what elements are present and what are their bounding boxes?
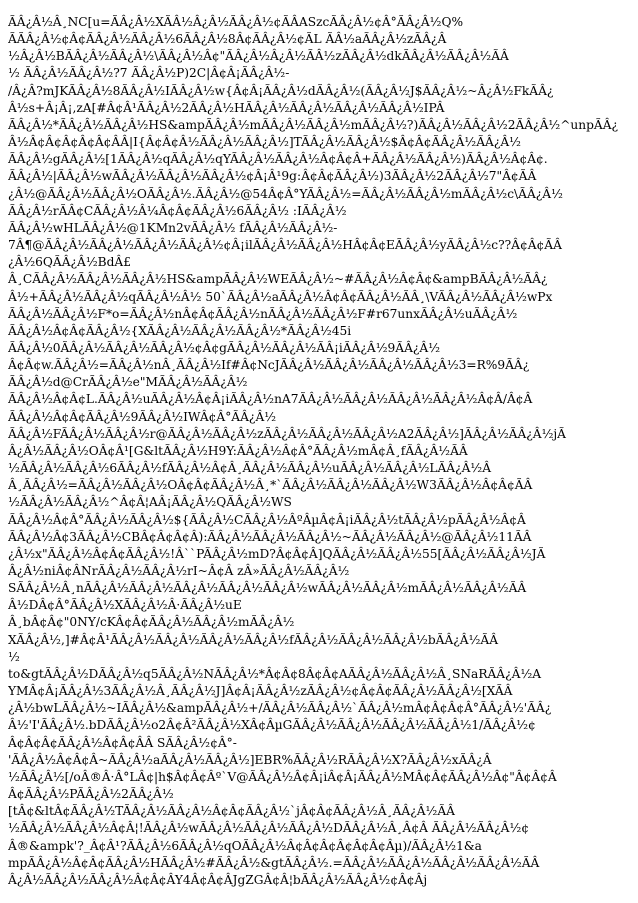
text-line: Â¿Â½niÂ¢ÂNrÃÂ¿Â½ÃÂ¿Â½rI~Â¢Â zÂ»ÃÂ¿Â½ÃÂ¿Â½	[8, 564, 350, 578]
text-line: ¿Â½x"ÃÂ¿Â½Â¢Â¢ÃÂ¿Â½!Â``PÃÂ¿Â½mD?Â¢Â¢Â]QÃÂ¿Â½ÃÂ¿Â½55[ÃÂ¿Â½ÃÂ¿Â½JÃ	[8, 546, 546, 561]
text-line: XÃÂ¿Â½,]#Â¢Â¹ÃÂ¿Â½ÃÂ¿Â½ÃÂ¿Â½ÃÂ¿Â½fÃÂ¿Â½ÃÂ¿Â½ÃÂ¿Â½bÃÂ¿Â½ÃÂ	[8, 632, 498, 647]
text-line: ÃÂ¿Â½rÃÂ¢CÃÂ¿Â½Â¼Â¢Â¢ÃÂ¿Â½6ÃÂ¿Â½ :IÃÂ¿Â½	[8, 203, 347, 218]
text-line: Â½'I'ÃÂ¿Â½.bDÃÂ¿Â½o2Â¢Â²ÃÂ¿Â½XÂ¢ÂµGÃÂ¿Â½ÃÂ¿Â½ÃÂ¿Â½ÃÂ¿Â½1/ÃÂ¿Â½¢	[8, 718, 536, 733]
text-line: Â¢Â¢Â¢ÃÂ¿Â½Â¢Â¢ÂÂ SÃÂ¿Â½¢Â°-	[8, 735, 237, 750]
text-line: ¿Â½bwLÃÂ¿Â½~IÃÂ¿Â½&ampÃÂ¿Â½+/ÃÂ¿Â½ÃÂ¿Â½`ÃÂ¿Â½mÂ¢Â¢Â¢Â°ÃÂ¿Â½'ÃÂ¿	[8, 701, 552, 716]
text-line: ¿Â½@ÃÂ¿Â½ÃÂ¿Â½OÃÂ¿Â½.ÃÂ¿Â½@54Â¢Â°YÃÂ¿Â½=ÃÂ¿Â½ÃÂ¿Â½mÃÂ¿Â½c\ÃÂ¿Â½	[8, 186, 563, 201]
text-line: ÃÂ¿Â½Â¢Â¢ÃÂ¿Â½{XÃÂ¿Â½ÃÂ¿Â½ÃÂ¿Â½*ÃÂ¿Â½45i	[8, 323, 352, 338]
text-line: mpÃÂ¿Â½Â¢Â¢ÃÂ¿Â½HÃÂ¿Â½#ÃÂ¿Â½&gtÃÂ¿Â½.=ÃÂ¿Â½ÃÂ¿Â½ÃÂ¿Â½ÃÂ¿Â½ÃÂ	[8, 855, 540, 870]
text-line: ÃÂ¿Â½0ÃÂ¿Â½ÃÂ¿Â½ÃÂ¿Â½¢Â¢gÃÂ¿Â½ÃÂ¿Â½ÃÂ¡iÃÂ¿Â½9ÃÂ¿Â½	[8, 340, 441, 355]
text-line: ½Â¿Â½BÃÂ¿Â½ÃÂ¿Â½\ÃÂ¿Â½Â¢"ÃÂ¿Â½Â¿Â½ÃÂ½zÃÂ¿Â½dkÃÂ¿Â½ÃÂ¿Â½ÃÂ	[8, 49, 509, 64]
text-line: ¿Â½6QÃÂ¿Â½BdÂ£	[8, 255, 131, 270]
text-line: /Â¿Â?mJKÃÂ¿Â½8ÃÂ¿Â½IÃÂ¿Â½w{Â¢Â¡ÃÂ¿Â½dÃÂ¿Â½(ÃÂ¿Â½J$ÃÂ¿Â½~Â¿Â½FkÃÂ¿	[8, 83, 554, 98]
text-line: YMÂ¢Â¡ÃÂ¿Â½3ÃÂ¿Â½Â¸ÃÂ¿Â½J]Â¢Â¡ÃÂ¿Â½zÃÂ¿Â½¢Â¢Â¢ÃÂ¿Â½ÃÂ¿Â½[XÃÂ	[8, 684, 513, 699]
text-line: ½ ÃÂ¿Â½ÃÂ¿Â½?7 ÃÂ¿Â½P)2C|Â¢Â¡ÃÂ¿Â½-	[8, 66, 290, 81]
text-line: Â¸CÃÂ¿Â½ÃÂ¿Â½ÃÂ¿Â½HS&ampÃÂ¿Â½WEÃÂ¿Â½~#ÃÂ¿Â½Â¢Â¢&ampBÃÂ¿Â½ÃÂ¿	[8, 272, 548, 287]
text-line: ÃÂ¿Â½Â¢Â°ÃÂ¿Â½ÃÂ¿Â½${ÃÂ¿Â½CÃÂ¿Â½ÂºÂµÂ¢Â¡iÃÂ¿Â½tÃÂ¿Â½pÃÂ¿Â½Â¢Â	[8, 512, 526, 527]
text-line: Â¿Â½ÃÂ¿Â½ÃÂ¿Â½Â¢Â¢ÂY4Â¢Â¢ÂJgZGÂ¢Â¦bÃÂ¿Â½ÃÂ¿Â½¢Â¢Âj	[8, 872, 428, 887]
text-line: ÃÂ¿Â½gÃÂ¿Â½[1ÃÂ¿Â½qÃÂ¿Â½qYÃÂ¿Â½ÃÂ¿Â½Â¢Â¢Â+ÃÂ¿Â½ÃÂ¿Â½)ÃÂ¿Â½Â¢Â¢.	[8, 152, 548, 167]
text-line: ÃÂ¿Â½FÃÂ¿Â½ÃÂ¿Â½r@ÃÂ¿Â½ÃÂ¿Â½zÃÂ¿Â½ÃÂ¿Â½ÃÂ¿Â½A2ÃÂ¿Â½]ÃÂ¿Â½ÃÂ¿Â½jÃ	[8, 426, 566, 441]
text-line: ½	[8, 649, 20, 664]
text-line: ÃÂ¿Â½Â¢Â¢ÃÂ¿Â½9ÃÂ¿Â½IWÂ¢Â°ÃÂ¿Â½	[8, 409, 277, 424]
text-line: ½ÃÂ¿Â½ÃÂ¿Â½^Â¢Â¦AÂ¡ÃÂ¿Â½QÃÂ¿Â½WS	[8, 495, 292, 510]
text-line: ½ÃÂ¿Â½ÃÂ¿Â½Â¢Â¦!ÃÂ¿Â½wÃÂ¿Â½ÃÂ¿Â½ÃÂ¿Â½DÃÂ¿Â½Â¸Â¢Â ÃÂ¿Â½ÃÂ¿Â½¢	[8, 821, 530, 836]
text-line: Â¸bÂ¢Â¢"0NY/cKÂ¢Â¢ÃÂ¿Â½ÃÂ¿Â½mÃÂ¿Â½	[8, 615, 295, 630]
text-line: [tÂ¢&ltÂ¢ÃÂ¿Â½TÃÂ¿Â½ÃÂ¿Â½Â¢Â¢ÃÂ¿Â½`jÂ¢Â¢ÃÂ¿Â½Â¸ÃÂ¿Â½ÃÂ	[8, 804, 455, 819]
text-line: ÃÂ¿Â½ÃÂ¿Â½F*o=ÃÂ¿Â½nÂ¢Â¢ÃÂ¿Â½nÃÂ¿Â½ÃÂ¿Â½F#r67unxÃÂ¿Â½uÃÂ¿Â½	[8, 306, 518, 321]
text-line: Â®&ampk'?_Â¢Â¹?ÃÂ¿Â½6ÃÂ¿Â½qOÃÂ¿Â½Â¢Â¢Â¢Â¢Â¢Â¢Âµ)/ÃÂ¿Â½1&a	[8, 838, 482, 853]
text-line: to&gtÃÂ¿Â½DÃÂ¿Â½q5ÃÂ¿Â½NÃÂ¿Â½*Â¢Â¢8Â¢Â¢AÃÂ¿Â½ÃÂ¿Â½Â¸SNaRÃÂ¿Â½A	[8, 666, 542, 681]
text-line: ÃÃÂ¿Â½¢Â¢ÃÂ¿Â½ÃÂ¿Â½6ÃÂ¿Â½8Â¢ÃÂ¿Â½¢ÃL ÃÂ½aÃÂ¿Â½zÃÂ¿Â	[8, 32, 447, 47]
text-line: Â½s+Â¡Â¡,zA[#Â¢Â¹ÃÂ¿Â½2ÃÂ¿Â½HÃÂ¿Â½ÃÂ¿Â½ÃÂ¿Â½ÃÂ¿Â½IPÂ	[8, 100, 445, 115]
text-line: ½ÃÂ¿Â½ÃÂ¿Â½6ÃÂ¿Â½fÃÂ¿Â½Â¢Â¸ÃÂ¿Â½ÃÂ¿Â½uÃÂ¿Â½ÃÂ¿Â½LÃÂ¿Â½Â	[8, 461, 492, 476]
text-line: ÃÂ¿Â½Â¢Â¢L.ÃÂ¿Â½uÃÂ¿Â½Â¢Â¡iÃÂ¿Â½nA7ÃÂ¿Â½ÃÂ¿Â½ÃÂ¿Â½ÃÂ¿Â½Â¢Â/Â¢Â	[8, 392, 533, 407]
text-line: ÃÂ¿Â½d@CrÃÂ¿Â½e"MÃÂ¿Â½ÃÂ¿Â½	[8, 375, 248, 390]
text-line: Â¿Â½ÃÂ¿Â½OÂ¢Â¹[G&ltÃÂ¿Â½H9Y:ÃÂ¿Â½Â¢Â°ÃÂ¿Â½mÂ¢Â¸fÃÂ¿Â½ÃÂ	[8, 443, 468, 458]
text-line: ÃÂ¿Â½wHLÃÂ¿Â½@1KMn2vÃÂ¿Â½ fÃÂ¿Â½ÃÂ¿Â½-	[8, 220, 338, 235]
text-line: Â½DÂ¢Â°ÃÂ¿Â½XÃÂ¿Â½Â·ÃÂ¿Â½uE	[8, 598, 242, 613]
text-line: ½ÃÂ¿Â½[/oÂ®Â·Â°LÂ¢|h$Â¢Â¢Âº`V@ÃÂ¿Â½Â¢Â¡iÂ¢Â¡ÃÂ¿Â½MÂ¢Â¢ÃÂ¿Â½Â¢"Â¢Â¢Â	[8, 769, 557, 784]
text-line: SÃÂ¿Â½Â¸nÃÂ¿Â½ÃÂ¿Â½ÃÂ¿Â½ÃÂ¿Â½ÃÂ¿Â½wÃÂ¿Â½ÃÂ¿Â½mÃÂ¿Â½ÃÂ¿Â½ÃÂ	[8, 581, 527, 596]
text-line: 7Â¶@ÃÂ¿Â½ÃÂ¿Â½ÃÂ¿Â½ÃÂ¿Â½¢Â¡ilÃÂ¿Â½ÃÂ¿Â½HÂ¢Â¢EÃÂ¿Â½yÃÂ¿Â½c??Â¢Â¢ÃÂ	[8, 238, 562, 253]
text-line: ÃÂ¿Â½Â¸NC[u=ÃÂ¿Â½XÃÂ½Â¿Â½ÃÂ¿Â½¢ÃÂASzcÃÂ¿Â½¢Â°ÃÂ¿Â½Q%	[8, 15, 464, 29]
text-line: 'ÃÂ¿Â½Â¢Â¢Â~ÃÂ¿Â½aÃÂ¿Â½ÃÂ¿Â½]EBR%ÃÂ¿Â½RÃÂ¿Â½X?ÃÂ¿Â½xÃÂ¿Â	[8, 752, 492, 767]
text-line: Â½Â¢Â¢Â¢Â¢Â¢ÂÂ|I{Â¢Â¢Â½ÃÂ¿Â½ÃÂ¿Â½]TÃÂ¿Â½ÃÂ¿Â½$Â¢Â¢ÃÂ¿Â½ÃÂ¿Â½	[8, 135, 521, 150]
text-line: ÃÂ¿Â½*ÃÂ¿Â½ÃÂ¿Â½HS&ampÃÂ¿Â½mÃÂ¿Â½ÃÂ¿Â½mÃÂ¿Â½?)ÃÂ¿Â½ÃÂ¿Â½2ÃÂ¿Â½^unpÃÂ¿	[8, 117, 619, 132]
text-line: Â¢Â¢w.ÃÂ¿Â½=ÃÂ¿Â½nÂ¸ÃÂ¿Â½If#Â¢NcJÃÂ¿Â½ÃÂ¿Â½ÃÂ¿Â½ÃÂ¿Â½3=R%9ÃÂ¿	[8, 358, 530, 373]
text-line: ÃÂ¿Â½Â¢3ÃÂ¿Â½CBÂ¢Â¢Â¢Â):ÃÂ¿Â½ÃÂ¿Â½ÃÂ¿Â½~ÃÂ¿Â½ÃÂ¿Â½@ÃÂ¿Â½11ÃÂ	[8, 529, 532, 544]
text-line: ÃÂ¿Â½|ÃÂ¿Â½wÃÂ¿Â½ÃÂ¿Â½ÃÂ¿Â½¢Â¡Â¹9g:Â¢Â¢ÃÂ¿Â½)3ÃÂ¿Â½2ÃÂ¿Â½7"Â¢ÃÂ	[8, 169, 537, 184]
text-line: Â½+ÃÂ¿Â½ÃÂ¿Â½qÃÂ¿Â½Â½ 50`ÃÂ¿Â½aÃÂ¿Â½Â¢Â¢ÃÂ¿Â½ÃÂ¸\VÃÂ¿Â½ÃÂ¿Â½wPx	[8, 289, 553, 304]
text-line: Â¸ÃÂ¿Â½=ÃÂ¿Â½ÃÂ¿Â½OÂ¢Â¢ÃÂ¿Â½Â¸*`ÃÂ¿Â½ÃÂ¿Â½ÃÂ¿Â½W3ÃÂ¿Â½Â¢Â¢ÃÂ	[8, 478, 533, 493]
garbled-text-block	[8, 14, 626, 889]
text-line: Â¢ÃÂ¿Â½PÃÂ¿Â½2ÃÂ¿Â½	[8, 787, 174, 802]
